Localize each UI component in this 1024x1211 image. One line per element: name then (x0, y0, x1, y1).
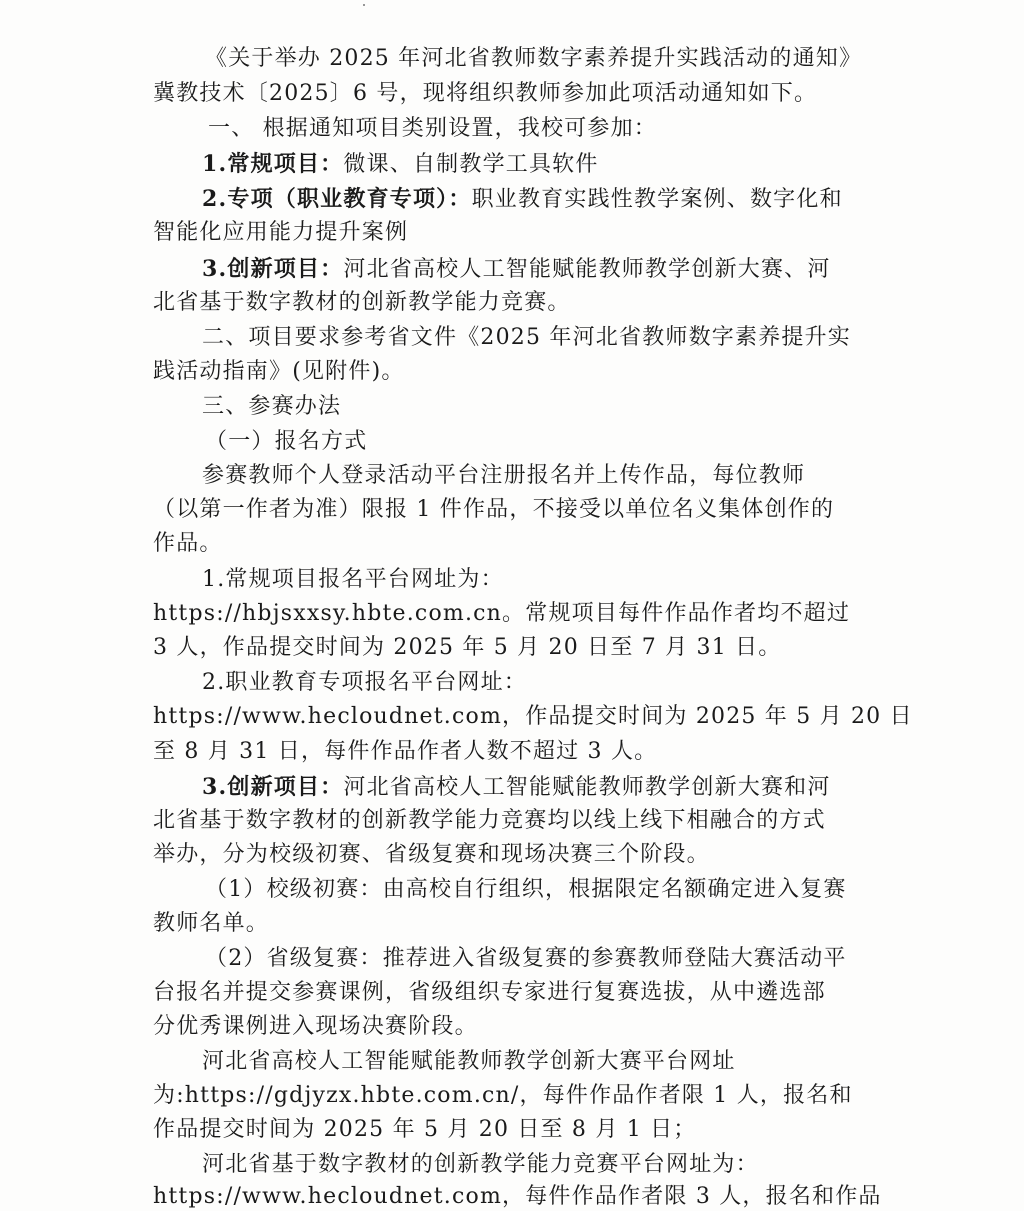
paragraph-line: 至 8 月 31 日，每件作品作者人数不超过 3 人。 (153, 739, 658, 764)
paragraph-line: （以第一作者为准）限报 1 件作品，不接受以单位名义集体创作的 (153, 497, 835, 522)
url-line: https://www.hecloudnet.com，每件作品作者限 3 人，报名和作品 (153, 1184, 882, 1209)
paragraph-line: 北省基于数字教材的创新教学能力竞赛均以线上线下相融合的方式 (153, 808, 826, 833)
item-label-regular: 1.常规项目： (202, 151, 344, 177)
item-line-innovation-detail (202, 773, 831, 802)
section-heading-2: 二、项目要求参考省文件《2025 年河北省教师数字素养提升实 (202, 325, 851, 350)
item-label-special: 2.专项（职业教育专项）： (202, 186, 472, 212)
paragraph-line: 参赛教师个人登录活动平台注册报名并上传作品，每位教师 (202, 463, 806, 488)
item-line-3 (202, 255, 831, 284)
paragraph-line: （1）校级初赛：由高校自行组织，根据限定名额确定进入复赛 (205, 877, 847, 902)
section-heading-1: 一、 根据通知项目类别设置，我校可参加： (208, 116, 657, 141)
item-label-innovation: 3.创新项目： (202, 256, 344, 282)
paragraph-line: 作品。 (153, 531, 223, 556)
item-label-innovation-2: 3.创新项目： (202, 774, 344, 800)
url-line: https://hbjsxxsy.hbte.com.cn。常规项目每件作品作者均不超过 (153, 601, 851, 626)
paragraph-line: 北省基于数字教材的创新教学能力竞赛。 (153, 290, 571, 315)
section-heading-3: 三、参赛办法 (202, 394, 342, 419)
paragraph-line: 3 人，作品提交时间为 2025 年 5 月 20 日至 7 月 31 日。 (153, 635, 782, 660)
paragraph-line: 2.职业教育专项报名平台网址： (202, 670, 527, 695)
paragraph-line: 河北省高校人工智能赋能教师教学创新大赛平台网址 (202, 1049, 736, 1074)
item-text-innovation: 河北省高校人工智能赋能教师教学创新大赛、河 (343, 257, 831, 282)
item-line-2 (202, 185, 843, 214)
paragraph-line: 教师名单。 (153, 911, 270, 936)
item-text-innovation-2: 河北省高校人工智能赋能教师教学创新大赛和河 (343, 775, 831, 800)
paragraph-line: 践活动指南》(见附件)。 (153, 359, 405, 384)
item-text-regular: 微课、自制教学工具软件 (343, 152, 599, 177)
paragraph-line: 举办，分为校级初赛、省级复赛和现场决赛三个阶段。 (153, 842, 710, 867)
url-line: https://www.hecloudnet.com，作品提交时间为 2025 年 5 月 20 日 (153, 704, 913, 729)
paragraph-line: 智能化应用能力提升案例 (153, 220, 409, 245)
item-text-special: 职业教育实践性教学案例、数字化和 (471, 187, 843, 212)
paragraph-line: 分优秀课例进入现场决赛阶段。 (153, 1014, 478, 1039)
subsection-heading: （一）报名方式 (205, 429, 368, 454)
item-line-1 (202, 150, 599, 179)
paragraph-line: 作品提交时间为 2025 年 5 月 20 日至 8 月 1 日； (153, 1117, 697, 1142)
paragraph-line: 河北省基于数字教材的创新教学能力竞赛平台网址为： (202, 1152, 759, 1177)
paragraph-line: （2）省级复赛：推荐进入省级复赛的参赛教师登陆大赛活动平 (205, 946, 847, 971)
scan-speck (363, 4, 365, 6)
paragraph-line: 台报名并提交参赛课例，省级组织专家进行复赛选拔，从中遴选部 (153, 980, 826, 1005)
notice-title-line: 《关于举办 2025 年河北省教师数字素养提升实践活动的通知》 (205, 46, 863, 71)
paragraph-line: 冀教技术〔2025〕6 号，现将组织教师参加此项活动通知如下。 (153, 81, 818, 106)
paragraph-line: 1.常规项目报名平台网址为： (202, 567, 504, 592)
url-line: 为:https://gdjyzx.hbte.com.cn/，每件作品作者限 1 人，报名和 (153, 1083, 853, 1108)
